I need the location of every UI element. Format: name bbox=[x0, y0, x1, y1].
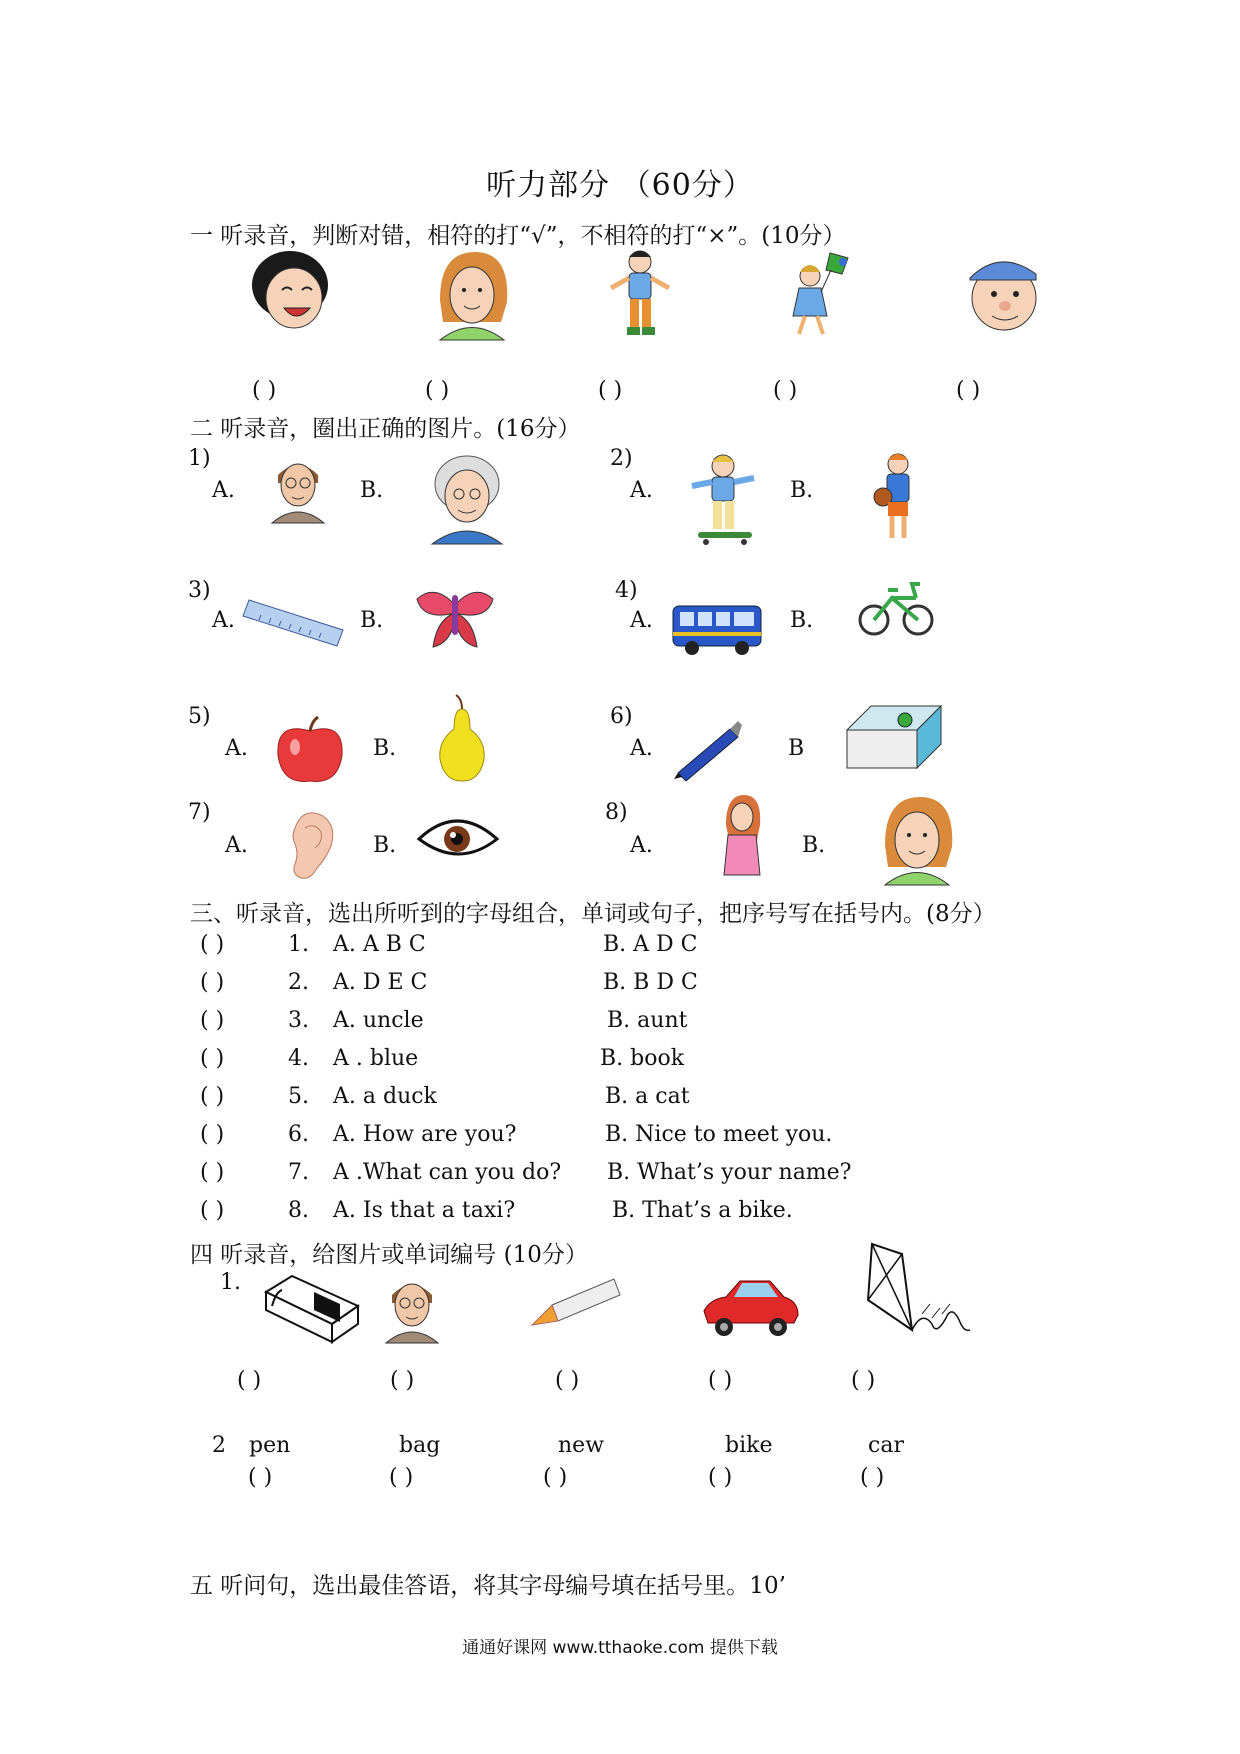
question-number: 6. bbox=[288, 1122, 309, 1147]
option-b: B. What’s your name? bbox=[607, 1160, 852, 1185]
girl-with-kite-icon bbox=[785, 248, 865, 343]
page-title: 听力部分 （60分） bbox=[486, 168, 754, 203]
pen-icon bbox=[672, 715, 747, 780]
option-b-label: B. bbox=[360, 478, 384, 503]
section-1-heading: 一 听录音，判断对错，相符的打“√”，不相符的打“×”。(10分） bbox=[190, 223, 846, 249]
smiling-woman-face-icon bbox=[875, 795, 955, 885]
option-a-label: A. bbox=[630, 736, 653, 761]
answer-slot[interactable]: ( ) bbox=[708, 1465, 733, 1490]
option-a-label: A. bbox=[212, 608, 235, 633]
answer-slot[interactable]: ( ) bbox=[200, 1008, 225, 1033]
man-with-glasses-icon bbox=[268, 455, 328, 523]
answer-slot[interactable]: ( ) bbox=[252, 378, 277, 403]
option-b: B. A D C bbox=[603, 932, 698, 957]
option-a-label: A. bbox=[225, 736, 248, 761]
boy-skateboarding-icon bbox=[688, 452, 758, 547]
word-bag: bag bbox=[399, 1433, 441, 1458]
question-number: 2. bbox=[288, 970, 309, 995]
option-a-label: A. bbox=[630, 608, 653, 633]
ruler-icon bbox=[245, 590, 345, 650]
answer-slot[interactable]: ( ) bbox=[851, 1368, 876, 1393]
question-number: 3. bbox=[288, 1008, 309, 1033]
option-b: B. book bbox=[600, 1046, 685, 1071]
answer-slot[interactable]: ( ) bbox=[200, 1122, 225, 1147]
item-number: 6) bbox=[610, 704, 633, 729]
option-b-label: B. bbox=[790, 608, 814, 633]
item-number: 3) bbox=[188, 578, 211, 603]
option-a: A. uncle bbox=[333, 1008, 424, 1033]
option-a: A . blue bbox=[333, 1046, 419, 1071]
apple-icon bbox=[275, 715, 345, 783]
answer-slot[interactable]: ( ) bbox=[425, 378, 450, 403]
answer-slot[interactable]: ( ) bbox=[200, 1046, 225, 1071]
option-b: B. a cat bbox=[605, 1084, 690, 1109]
answer-slot[interactable]: ( ) bbox=[200, 1084, 225, 1109]
part-number: 1. bbox=[220, 1270, 241, 1295]
item-number: 5) bbox=[188, 704, 211, 729]
eraser-icon bbox=[262, 1268, 362, 1348]
option-b: B. That’s a bike. bbox=[612, 1198, 793, 1223]
question-number: 8. bbox=[288, 1198, 309, 1223]
item-number: 7) bbox=[188, 800, 211, 825]
item-number: 2) bbox=[610, 446, 633, 471]
answer-slot[interactable]: ( ) bbox=[200, 932, 225, 957]
answer-slot[interactable]: ( ) bbox=[390, 1368, 415, 1393]
item-number: 8) bbox=[605, 800, 628, 825]
option-b: B. Nice to meet you. bbox=[605, 1122, 833, 1147]
boy-with-ball-icon bbox=[870, 452, 925, 547]
answer-slot[interactable]: ( ) bbox=[200, 1160, 225, 1185]
part-number: 2 bbox=[212, 1433, 226, 1458]
option-b-label: B. bbox=[802, 833, 826, 858]
grandma-icon bbox=[428, 452, 506, 544]
crayon-icon bbox=[528, 1275, 623, 1335]
option-b-label: B bbox=[788, 736, 805, 761]
boy-rollerskating-icon bbox=[605, 248, 675, 343]
section-5-heading: 五 听问句，选出最佳答语，将其字母编号填在括号里。10’ bbox=[190, 1573, 786, 1599]
smiling-woman-face-icon bbox=[430, 250, 510, 340]
ear-icon bbox=[285, 808, 335, 883]
footer-credit: 通通好课网 www.tthaoke.com 提供下载 bbox=[462, 1638, 778, 1658]
option-b-label: B. bbox=[790, 478, 814, 503]
answer-slot[interactable]: ( ) bbox=[708, 1368, 733, 1393]
option-a: A .What can you do? bbox=[333, 1160, 562, 1185]
answer-slot[interactable]: ( ) bbox=[956, 378, 981, 403]
option-a: A. a duck bbox=[333, 1084, 437, 1109]
answer-slot[interactable]: ( ) bbox=[248, 1465, 273, 1490]
option-b-label: B. bbox=[373, 736, 397, 761]
option-a: A. Is that a taxi? bbox=[333, 1198, 516, 1223]
item-number: 4) bbox=[615, 578, 638, 603]
car-icon bbox=[700, 1275, 800, 1340]
option-a-label: A. bbox=[225, 833, 248, 858]
man-with-glasses-icon bbox=[382, 1275, 442, 1343]
option-a: A. A B C bbox=[333, 932, 426, 957]
option-b: B. aunt bbox=[607, 1008, 688, 1033]
answer-slot[interactable]: ( ) bbox=[237, 1368, 262, 1393]
butterfly-kite-icon bbox=[415, 585, 495, 655]
answer-slot[interactable]: ( ) bbox=[543, 1465, 568, 1490]
option-b-label: B. bbox=[373, 833, 397, 858]
answer-slot[interactable]: ( ) bbox=[200, 1198, 225, 1223]
word-new: new bbox=[558, 1433, 605, 1458]
answer-slot[interactable]: ( ) bbox=[555, 1368, 580, 1393]
girl-icon bbox=[720, 795, 765, 885]
section-3-heading: 三、听录音，选出所听到的字母组合，单词或句子，把序号写在括号内。(8分） bbox=[190, 901, 996, 927]
word-pen: pen bbox=[249, 1433, 291, 1458]
question-number: 5. bbox=[288, 1084, 309, 1109]
pear-icon bbox=[437, 695, 487, 785]
answer-slot[interactable]: ( ) bbox=[598, 378, 623, 403]
question-number: 7. bbox=[288, 1160, 309, 1185]
word-car: car bbox=[868, 1433, 904, 1458]
option-a: A. D E C bbox=[333, 970, 428, 995]
question-number: 4. bbox=[288, 1046, 309, 1071]
question-number: 1. bbox=[288, 932, 309, 957]
bus-icon bbox=[670, 600, 765, 660]
man-with-cap-face-icon bbox=[960, 250, 1045, 335]
option-b: B. B D C bbox=[603, 970, 698, 995]
word-bike: bike bbox=[725, 1433, 773, 1458]
laughing-girl-face-icon bbox=[250, 250, 330, 335]
bicycle-icon bbox=[858, 570, 933, 640]
option-a-label: A. bbox=[630, 478, 653, 503]
section-2-heading: 二 听录音，圈出正确的图片。(16分） bbox=[190, 416, 581, 442]
option-a-label: A. bbox=[630, 833, 653, 858]
answer-slot[interactable]: ( ) bbox=[773, 378, 798, 403]
answer-slot[interactable]: ( ) bbox=[860, 1465, 885, 1490]
option-a: A. How are you? bbox=[333, 1122, 517, 1147]
kite-icon bbox=[862, 1240, 972, 1345]
section-4-heading: 四 听录音，给图片或单词编号 (10分） bbox=[190, 1242, 588, 1268]
pencil-box-icon bbox=[845, 700, 945, 775]
answer-slot[interactable]: ( ) bbox=[200, 970, 225, 995]
option-a-label: A. bbox=[212, 478, 235, 503]
item-number: 1) bbox=[188, 446, 211, 471]
eye-icon bbox=[415, 815, 500, 865]
answer-slot[interactable]: ( ) bbox=[389, 1465, 414, 1490]
option-b-label: B. bbox=[360, 608, 384, 633]
